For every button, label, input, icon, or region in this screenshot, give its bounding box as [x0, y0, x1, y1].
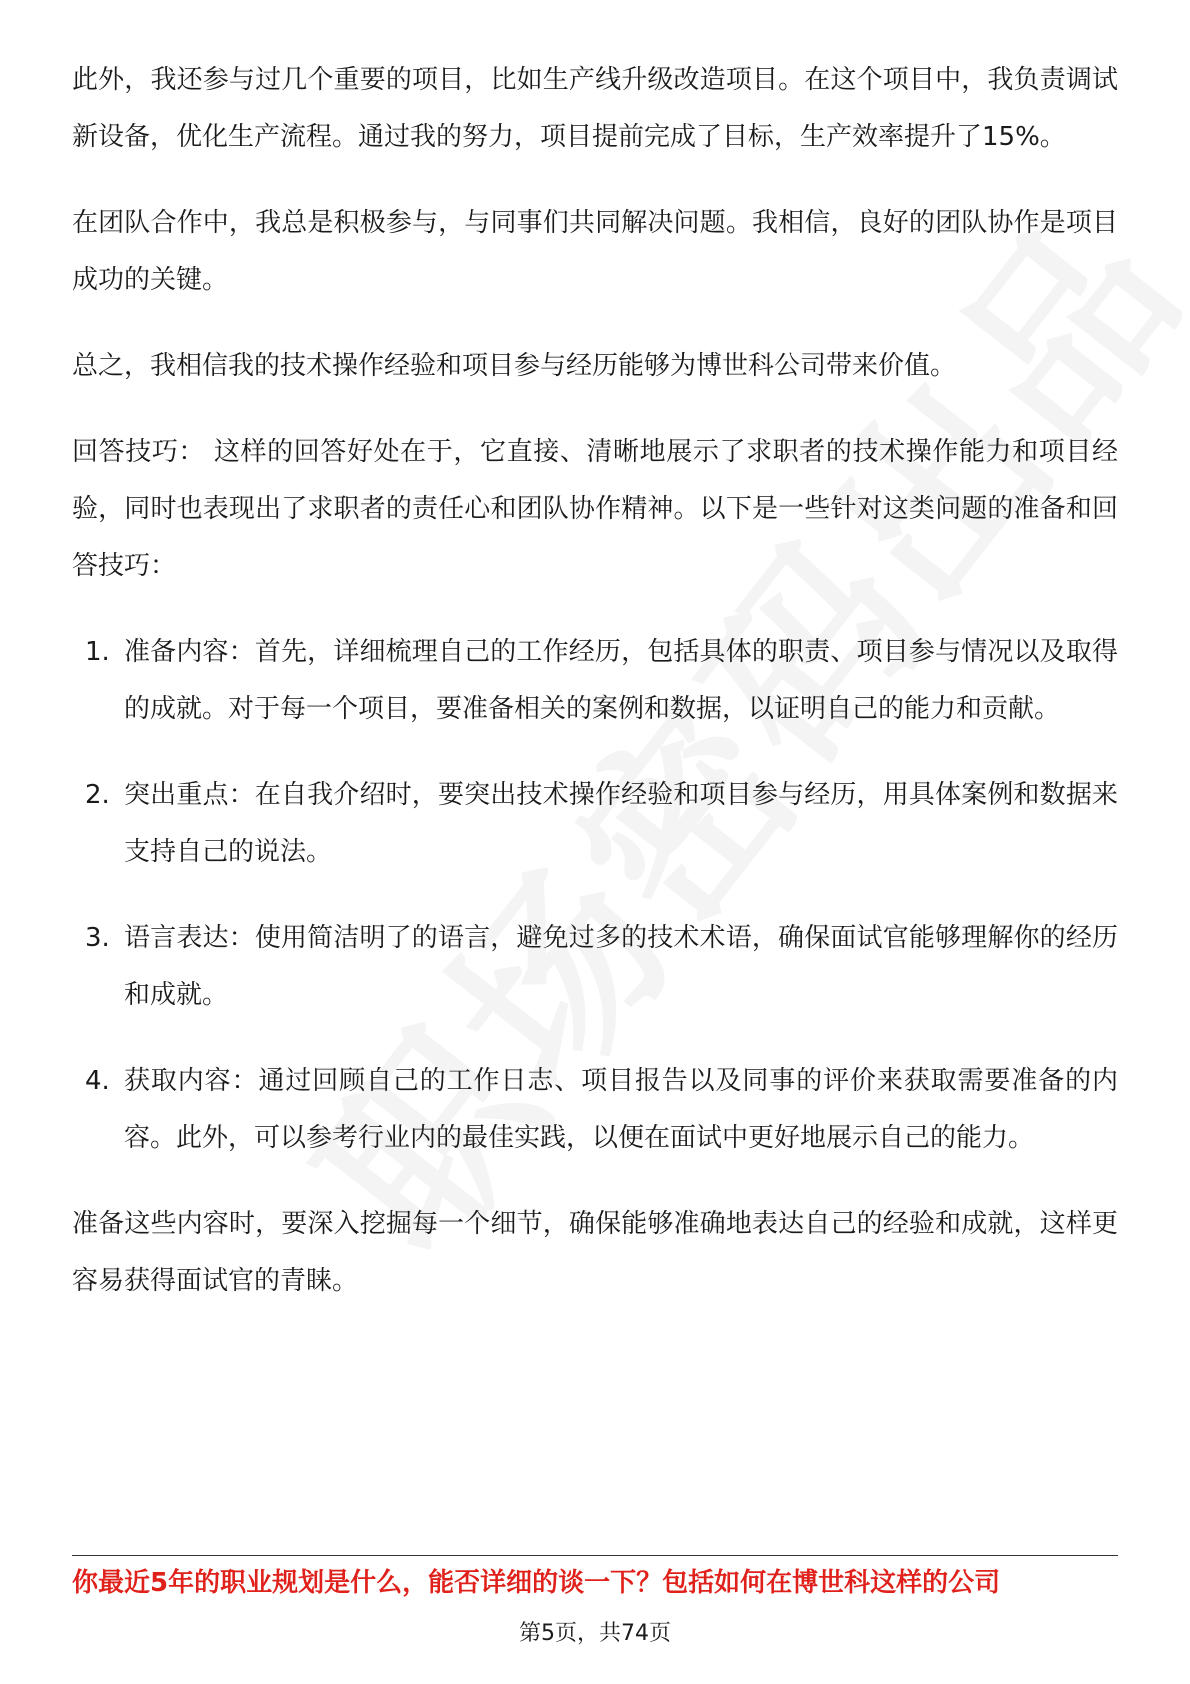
paragraph-closing: 准备这些内容时，要深入挖掘每一个细节，确保能够准确地表达自己的经验和成就，这样更容易获得面试官的青睐。 — [72, 1209, 1118, 1296]
list-item — [72, 910, 1118, 1024]
next-question-heading: 你最近5年的职业规划是什么，能否详细的谈一下？包括如何在博世科这样的公司 — [72, 1568, 1001, 1598]
paragraph-teamwork: 在团队合作中，我总是积极参与，与同事们共同解决问题。我相信，良好的团队协作是项目成功的关键。 — [72, 208, 1118, 295]
list-number: 3. — [85, 923, 110, 953]
section-divider — [72, 1555, 1118, 1556]
list-number: 4. — [85, 1066, 110, 1096]
paragraph-answer-tips: 回答技巧： 这样的回答好处在于，它直接、清晰地展示了求职者的技术操作能力和项目经验，同时也表现出了求职者的责任心和团队协作精神。以下是一些针对这类问题的准备和回答技巧： — [72, 437, 1118, 581]
list-item-text: 准备内容：首先，详细梳理自己的工作经历，包括具体的职责、项目参与情况以及取得的成就。对于每一个项目，要准备相关的案例和数据，以证明自己的能力和贡献。 — [124, 637, 1118, 724]
page-number: 第5页，共74页 — [519, 1621, 671, 1646]
list-item — [72, 624, 1118, 738]
tips-list — [72, 624, 1118, 1167]
list-item-text: 突出重点：在自我介绍时，要突出技术操作经验和项目参与经历，用具体案例和数据来支持自己的说法。 — [124, 780, 1118, 867]
list-number: 2. — [85, 780, 110, 810]
list-number: 1. — [85, 637, 110, 667]
list-item-text: 语言表达：使用简洁明了的语言，避免过多的技术术语，确保面试官能够理解你的经历和成就。 — [124, 923, 1118, 1010]
list-item — [72, 1053, 1118, 1167]
paragraph-projects: 此外，我还参与过几个重要的项目，比如生产线升级改造项目。在这个项目中，我负责调试新设备，优化生产流程。通过我的努力，项目提前完成了目标，生产效率提升了15%。 — [72, 65, 1118, 152]
paragraph-summary: 总之，我相信我的技术操作经验和项目参与经历能够为博世科公司带来价值。 — [72, 351, 957, 381]
list-item — [72, 767, 1118, 881]
answer-body — [72, 52, 1118, 1339]
list-item-text: 获取内容：通过回顾自己的工作日志、项目报告以及同事的评价来获取需要准备的内容。此外，可以参考行业内的最佳实践，以便在面试中更好地展示自己的能力。 — [124, 1066, 1118, 1153]
